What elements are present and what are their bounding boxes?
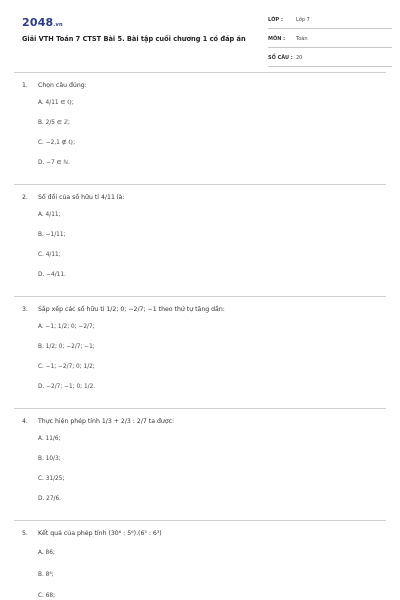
- question-number: 1.: [22, 82, 28, 89]
- question-number: 3.: [22, 306, 28, 313]
- question-text: Thực hiện phép tính 1/3 + 2/3 : 2/7 ta được:: [38, 418, 175, 425]
- question-number: 5.: [22, 530, 28, 537]
- option-b[interactable]: B. −1/11;: [38, 232, 66, 238]
- site-logo[interactable]: [22, 16, 63, 29]
- option-a[interactable]: A. 86;: [38, 550, 55, 556]
- option-c[interactable]: C. 31/25;: [38, 476, 65, 482]
- meta-row-question-count: [268, 52, 392, 67]
- option-d[interactable]: D. −2/7; −1; 0; 1/2.: [38, 384, 96, 390]
- option-a[interactable]: A. −1; 1/2; 0; −2/7;: [38, 324, 95, 330]
- question-head: [22, 304, 382, 318]
- logo-sub-text: .vn: [53, 22, 63, 28]
- option-a[interactable]: A. 4/11 ∈ ℚ;: [38, 100, 74, 106]
- logo-main-text: 2048: [22, 16, 54, 29]
- meta-row-class: [268, 14, 392, 29]
- option-c[interactable]: C. 68;: [38, 593, 56, 599]
- meta-value: Toán: [296, 36, 308, 42]
- option-c[interactable]: C. −2,1 ∉ ℚ;: [38, 140, 76, 146]
- meta-panel: [268, 14, 392, 71]
- meta-value: 20: [296, 55, 303, 61]
- question-4: [22, 416, 382, 502]
- meta-row-subject: [268, 33, 392, 48]
- option-b[interactable]: B. 1/2; 0; −2/7; −1;: [38, 344, 95, 350]
- option-a[interactable]: A. 11/6;: [38, 436, 61, 442]
- option-a[interactable]: A. 4/11;: [38, 212, 61, 218]
- option-d[interactable]: D. −4/11.: [38, 272, 66, 278]
- option-d[interactable]: D. −7 ∈ ℕ.: [38, 160, 70, 166]
- option-b[interactable]: B. 8⁶;: [38, 572, 54, 578]
- question-text: Số đối của số hữu tỉ 4/11 là:: [38, 194, 125, 201]
- section-divider: [14, 72, 386, 73]
- option-d[interactable]: D. 27/6.: [38, 496, 62, 502]
- section-divider: [14, 296, 386, 297]
- meta-label: SỐ CÂU :: [268, 55, 293, 61]
- document-title: Giải VTH Toán 7 CTST Bài 5. Bài tập cuối chương 1 có đáp án: [22, 35, 246, 43]
- question-number: 2.: [22, 194, 28, 201]
- question-text: Sắp xếp các số hữu tỉ 1/2; 0; −2/7; −1 theo thứ tự tăng dần:: [38, 306, 225, 313]
- question-3: [22, 304, 382, 390]
- question-text: Kết quả của phép tính (30⁶ : 5⁶).(6⁵ : 6³): [38, 530, 162, 537]
- section-divider: [14, 184, 386, 185]
- question-head: [22, 528, 382, 542]
- option-c[interactable]: C. 4/11;: [38, 252, 61, 258]
- question-number: 4.: [22, 418, 28, 425]
- question-head: [22, 416, 382, 430]
- section-divider: [14, 520, 386, 521]
- question-head: [22, 192, 382, 206]
- question-2: [22, 192, 382, 278]
- meta-label: LỚP :: [268, 17, 283, 23]
- section-divider: [14, 408, 386, 409]
- option-b[interactable]: B. 10/3;: [38, 456, 61, 462]
- question-text: Chọn câu đúng:: [38, 82, 87, 89]
- option-c[interactable]: C. −1; −2/7; 0; 1/2;: [38, 364, 95, 370]
- option-b[interactable]: B. 2/5 ∈ ℤ;: [38, 120, 70, 126]
- question-1: [22, 80, 382, 166]
- document-header: [14, 10, 386, 68]
- meta-label: MÔN :: [268, 36, 286, 42]
- question-head: [22, 80, 382, 94]
- question-5: [22, 528, 382, 599]
- meta-value: Lớp 7: [296, 17, 310, 23]
